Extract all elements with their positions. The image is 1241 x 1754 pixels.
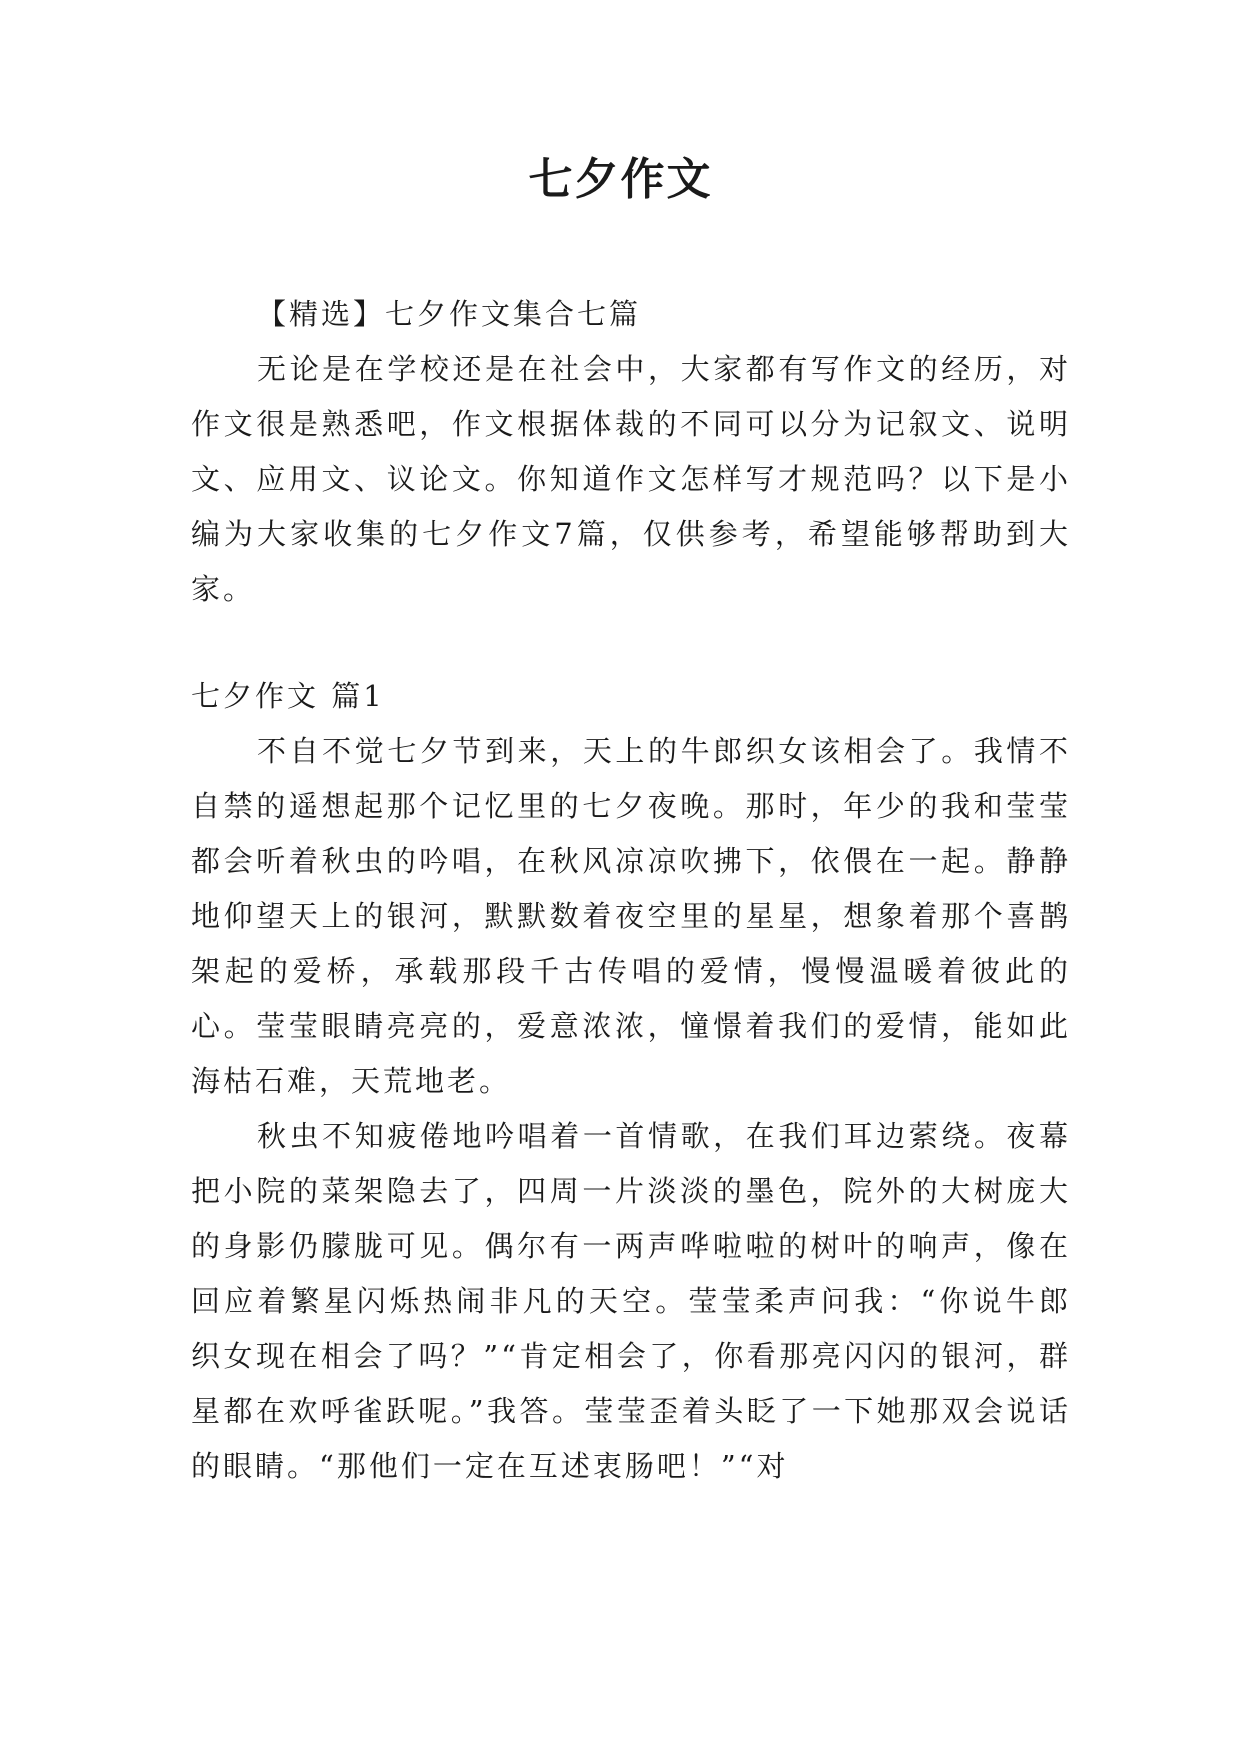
document-subtitle: 【精选】七夕作文集合七篇 [257,297,642,331]
section-heading: 七夕作文 篇1 [191,679,385,713]
body-paragraph: 不自不觉七夕节到来，天上的牛郎织女该相会了。我情不自禁的遥想起那个记忆里的七夕夜晚。那时，年少的我和莹莹都会听着秋虫的吟唱，在秋风凉凉吹拂下，依偎在一起。静静地仰望天上的银河，默默数着夜空里的星星，想象着那个喜鹊架起的爱桥，承载那段千古传唱的爱情，慢慢温暖着彼此的心。莹莹眼睛亮亮的，爱意浓浓，憧憬着我们的爱情，能如此海枯石难，天荒地老。 [191,734,1071,1098]
document-body [191,287,1071,1494]
intro-paragraph: 无论是在学校还是在社会中，大家都有写作文的经历，对作文很是熟悉吧，作文根据体裁的不同可以分为记叙文、说明文、应用文、议论文。你知道作文怎样写才规范吗？以下是小编为大家收集的七夕作文7篇，仅供参考，希望能够帮助到大家。 [191,352,1071,606]
body-paragraph: 秋虫不知疲倦地吟唱着一首情歌，在我们耳边萦绕。夜幕把小院的菜架隐去了，四周一片淡淡的墨色，院外的大树庞大的身影仍朦胧可见。偶尔有一两声哗啦啦的树叶的响声，像在回应着繁星闪烁热闹非凡的天空。莹莹柔声问我：“你说牛郎织女现在相会了吗？”“肯定相会了，你看那亮闪闪的银河，群星都在欢呼雀跃呢。”我答。莹莹歪着头眨了一下她那双会说话的眼睛。“那他们一定在互述衷肠吧！”“对 [191,1119,1071,1483]
document-title: 七夕作文 [528,154,713,205]
